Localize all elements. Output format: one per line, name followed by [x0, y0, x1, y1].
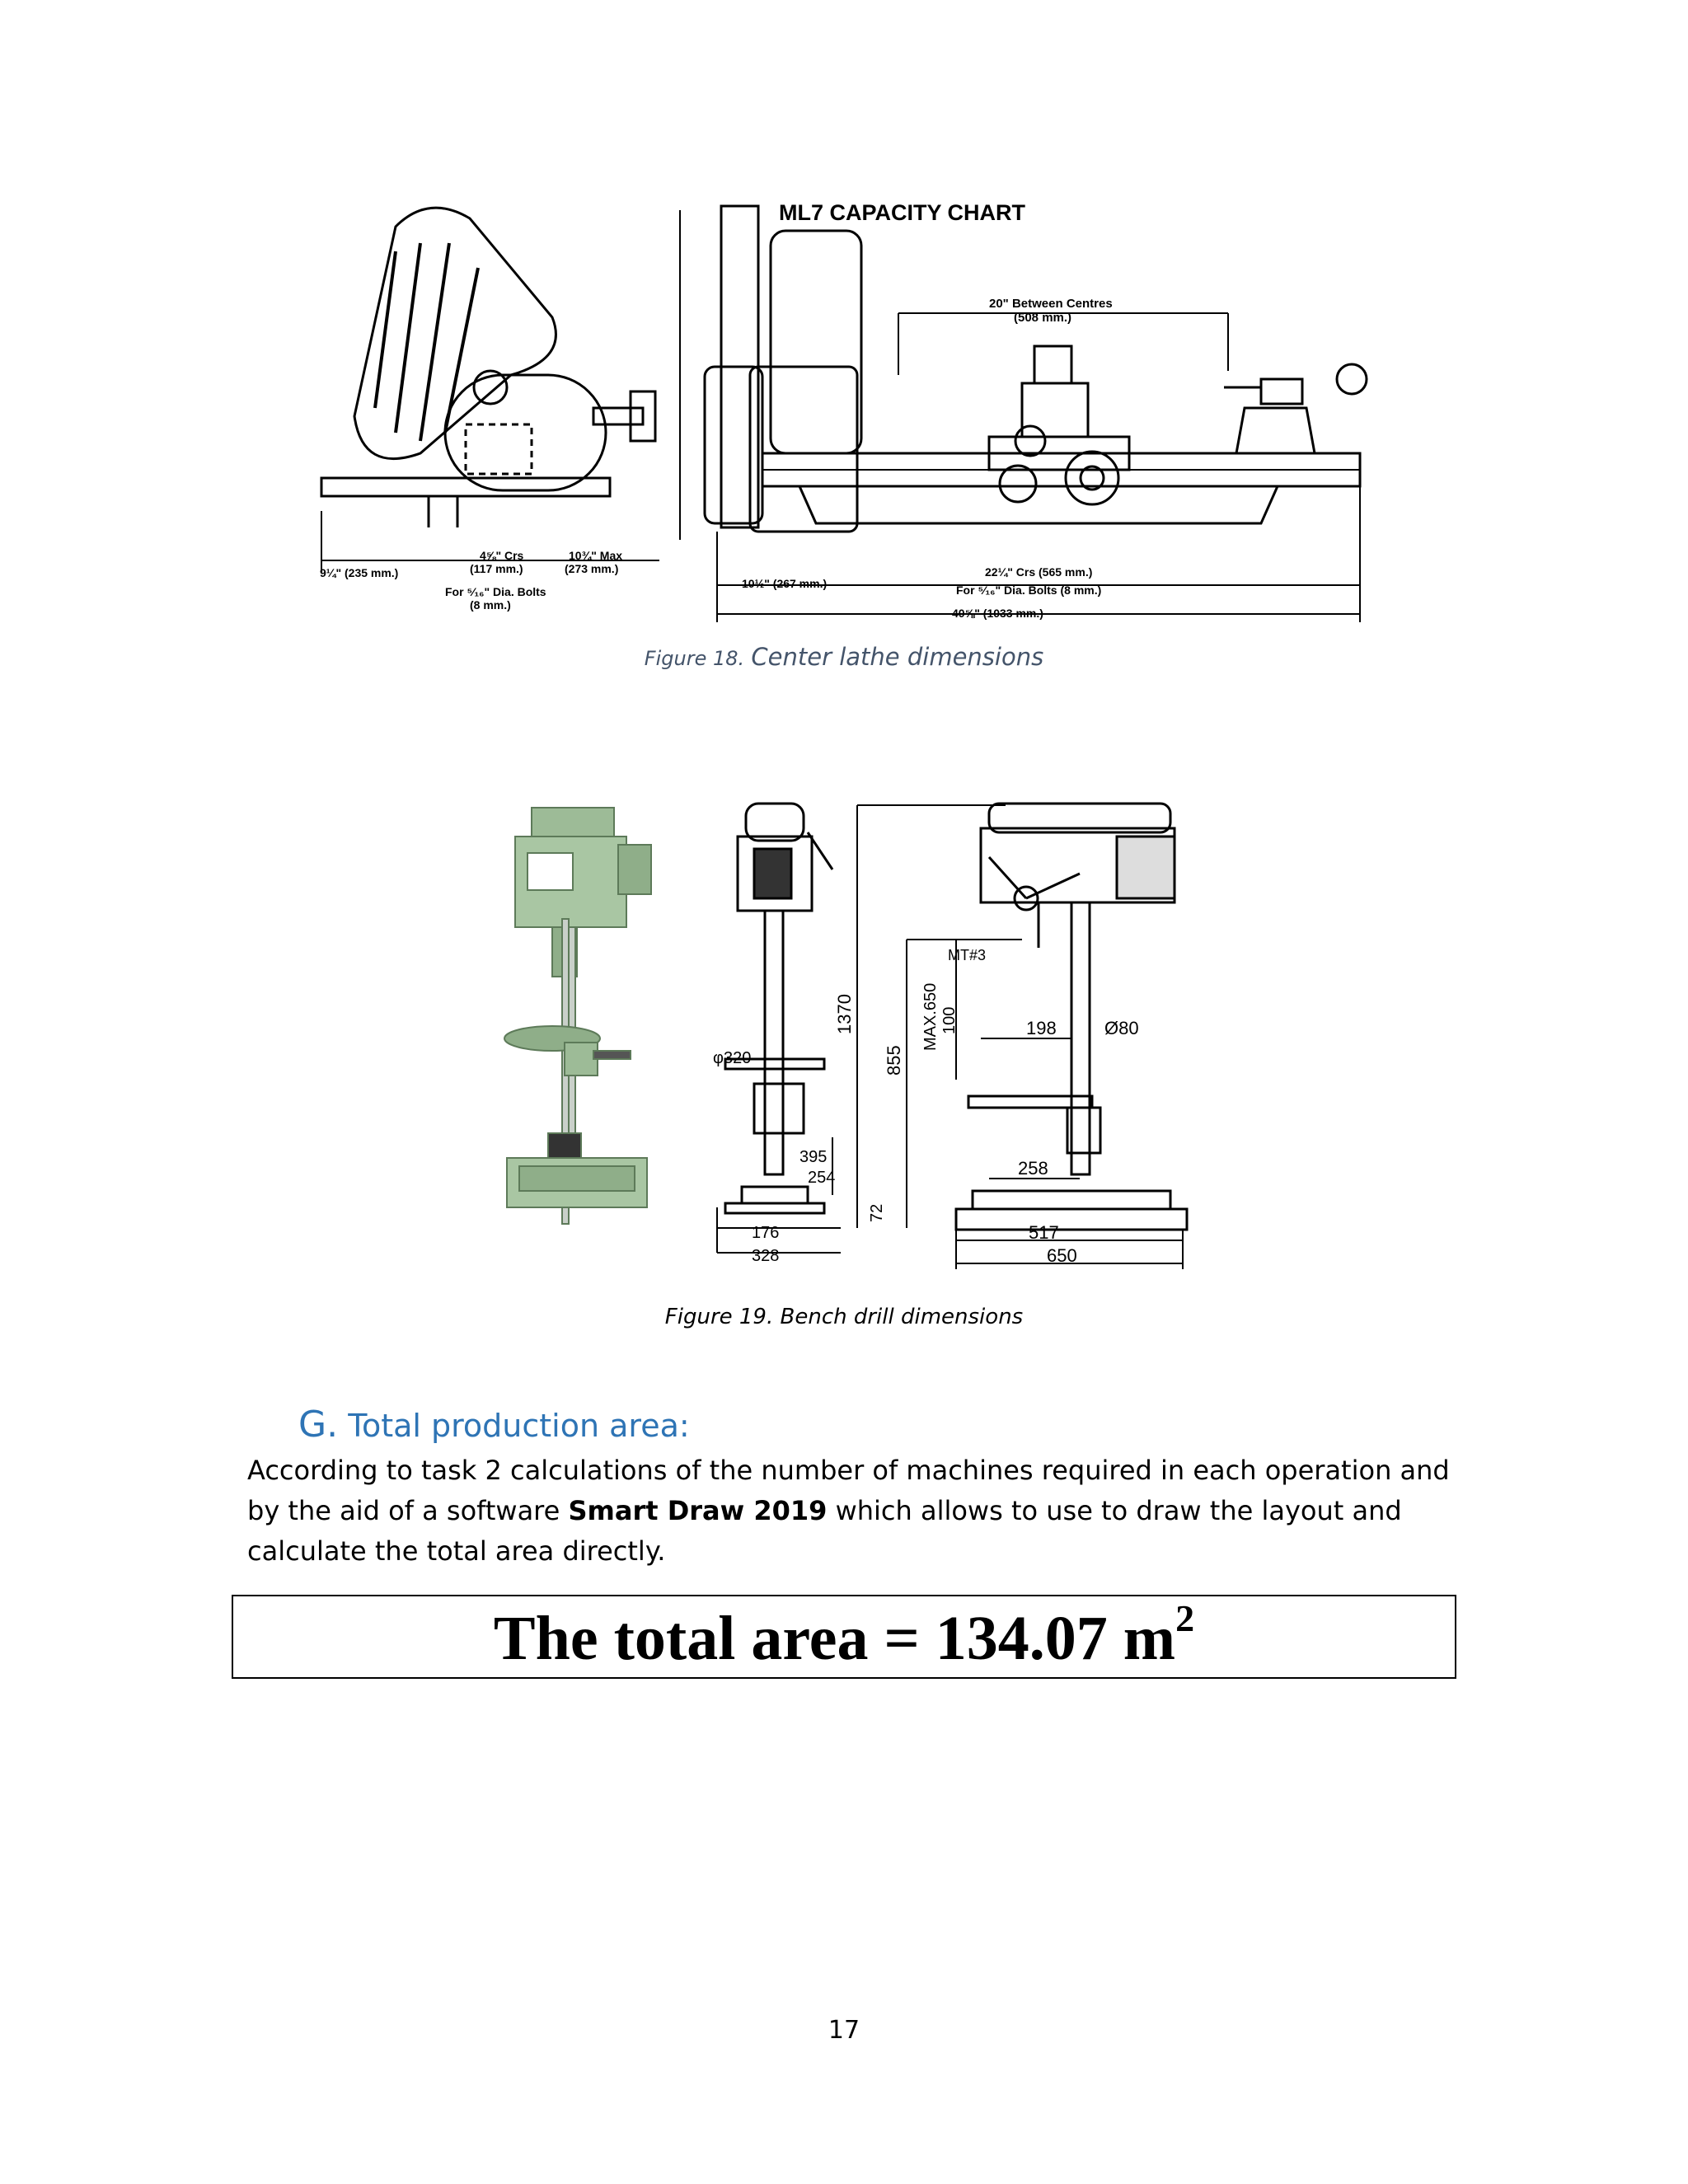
drill-1370-label: 1370 — [834, 994, 855, 1034]
figure-18-text: Center lathe dimensions — [751, 643, 1044, 671]
lathe-crs-565-label: 22¼" Crs (565 mm.) — [985, 565, 1093, 579]
software-name: Smart Draw 2019 — [568, 1495, 828, 1526]
drill-395-label: 395 — [799, 1148, 828, 1166]
lathe-chart-title: ML7 CAPACITY CHART — [779, 200, 1026, 225]
drill-phi80-label: Ø80 — [1104, 1018, 1139, 1038]
lathe-crs-small-mm: (117 mm.) — [470, 562, 523, 575]
tailstock — [1236, 408, 1315, 453]
drill-72-label: 72 — [868, 1203, 886, 1222]
bench-drill-front-view — [832, 795, 1212, 1273]
figure-18-caption — [495, 643, 1193, 671]
drill-mt3-label: MT#3 — [948, 947, 987, 963]
figure-19-caption: Figure 19. Bench drill dimensions — [664, 1305, 1024, 1329]
drill-198-label: 198 — [1026, 1018, 1057, 1038]
total-area-box — [232, 1595, 1456, 1679]
drill-100-label: 100 — [940, 1006, 959, 1034]
total-area-superscript: 2 — [1175, 1597, 1195, 1639]
lathe-267-label: 10½" (267 mm.) — [742, 577, 828, 590]
lathe-dimension-drawing — [305, 185, 1376, 630]
drill-855-label: 855 — [884, 1045, 904, 1076]
apron-handwheel — [1066, 452, 1118, 504]
lathe-left-width-label: 9¼" (235 mm.) — [320, 566, 399, 579]
section-title: Total production area: — [348, 1408, 690, 1444]
lathe-crs-small-label: 4⅝" Crs — [480, 549, 524, 562]
drill-650-label: 650 — [1047, 1245, 1077, 1266]
paragraph-text-2: which allows to use to draw the layout and calculate the total area directly. — [247, 1495, 1402, 1567]
figure-18-prefix: Figure 18. — [644, 647, 745, 670]
lathe-max-mm: (273 mm.) — [565, 562, 619, 575]
drill-phi320-label: φ320 — [713, 1049, 752, 1067]
section-paragraph — [247, 1451, 1451, 1572]
lathe-between-centres-label: 20" Between Centres — [989, 297, 1113, 311]
section-letter: G. — [298, 1404, 339, 1446]
drill-254-label: 254 — [808, 1169, 836, 1187]
lathe-bolts-left-label: For ⁵⁄₁₆" Dia. Bolts — [445, 585, 546, 598]
lathe-between-centres-mm: (508 mm.) — [1014, 311, 1072, 325]
section-heading — [298, 1404, 690, 1446]
lathe-max-label: 10¾" Max — [569, 549, 623, 562]
paragraph-text-1: According to task 2 calculations of the number of machines required in each operation and by the aid of a software — [247, 1455, 1450, 1526]
drill-max650-label: MAX.650 — [921, 982, 940, 1051]
bench-drill-photo — [503, 804, 688, 1228]
total-area-text: The total area = 134.07 m — [493, 1604, 1176, 1673]
lathe-bolts-left-mm: (8 mm.) — [470, 598, 511, 612]
drill-258-label: 258 — [1018, 1158, 1048, 1179]
lathe-bolts-right-label: For ⁵⁄₁₆" Dia. Bolts (8 mm.) — [956, 583, 1102, 597]
drill-176-label: 176 — [752, 1224, 780, 1242]
drill-328-label: 328 — [752, 1247, 780, 1265]
lathe-overall-label: 40⅝" (1033 mm.) — [952, 607, 1043, 620]
drill-517-label: 517 — [1029, 1222, 1059, 1243]
page-number: 17 — [828, 2016, 860, 2045]
